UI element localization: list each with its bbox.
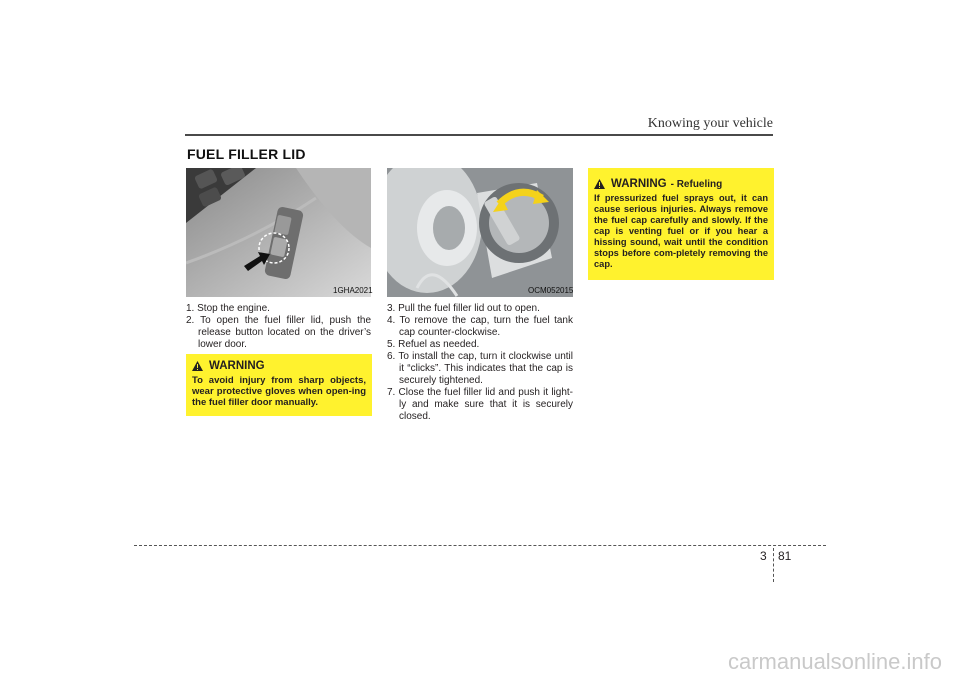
chapter-title: Knowing your vehicle: [647, 116, 773, 131]
list-item: 3. Pull the fuel filler lid out to open.: [387, 303, 540, 314]
warning-title: WARNING: [209, 360, 265, 372]
steps-left: [186, 303, 371, 351]
list-item: 7. Close the fuel filler lid and push it light-ly and make sure that it is securely closed.: [387, 387, 573, 422]
warning-box-refueling: [588, 168, 774, 280]
steps-right: [387, 303, 573, 423]
warning-triangle-icon: [594, 179, 605, 189]
list-item: 1. Stop the engine.: [186, 303, 270, 314]
list-item: 6. To install the cap, turn it clockwise until it “clicks”. This indicates that the cap is securely tightened.: [387, 351, 573, 386]
warning-subtitle: - Refueling: [670, 178, 723, 190]
figure-fuel-cap: [387, 168, 573, 297]
warning-header: [594, 178, 768, 190]
figure-door-release: [186, 168, 371, 297]
list-item: 5. Refuel as needed.: [387, 339, 480, 350]
list-item: 2. To open the fuel filler lid, push the release button located on the driver’s lower door.: [186, 315, 371, 350]
warning-box: [186, 354, 372, 416]
warning-header: [192, 360, 366, 372]
watermark: carmanualsonline.info: [727, 649, 942, 674]
warning-triangle-icon: [192, 361, 203, 371]
page-number: 81: [778, 549, 792, 563]
warning-title: WARNING: [611, 178, 667, 190]
list-item: 4. To remove the cap, turn the fuel tank cap counter-clockwise.: [387, 315, 573, 338]
figure-code: OCM052015: [528, 286, 574, 295]
figure-code: 1GHA2021: [333, 286, 373, 295]
warning-text: If pressurized fuel sprays out, it can cause serious injuries. Always remove the fuel cap carefully and slowly. If the cap is venting fuel or if you hear a hissing sound, wait until the condition stops before com-pletely removing the cap.: [594, 193, 768, 269]
section-title: FUEL FILLER LID: [187, 146, 306, 162]
chapter-number: 3: [760, 549, 767, 563]
page-separator: [773, 548, 774, 582]
header-rule: [185, 134, 773, 136]
warning-text: To avoid injury from sharp objects, wear protective gloves when open-ing the fuel filler door manually.: [192, 375, 366, 409]
footer-rule: [134, 545, 826, 546]
